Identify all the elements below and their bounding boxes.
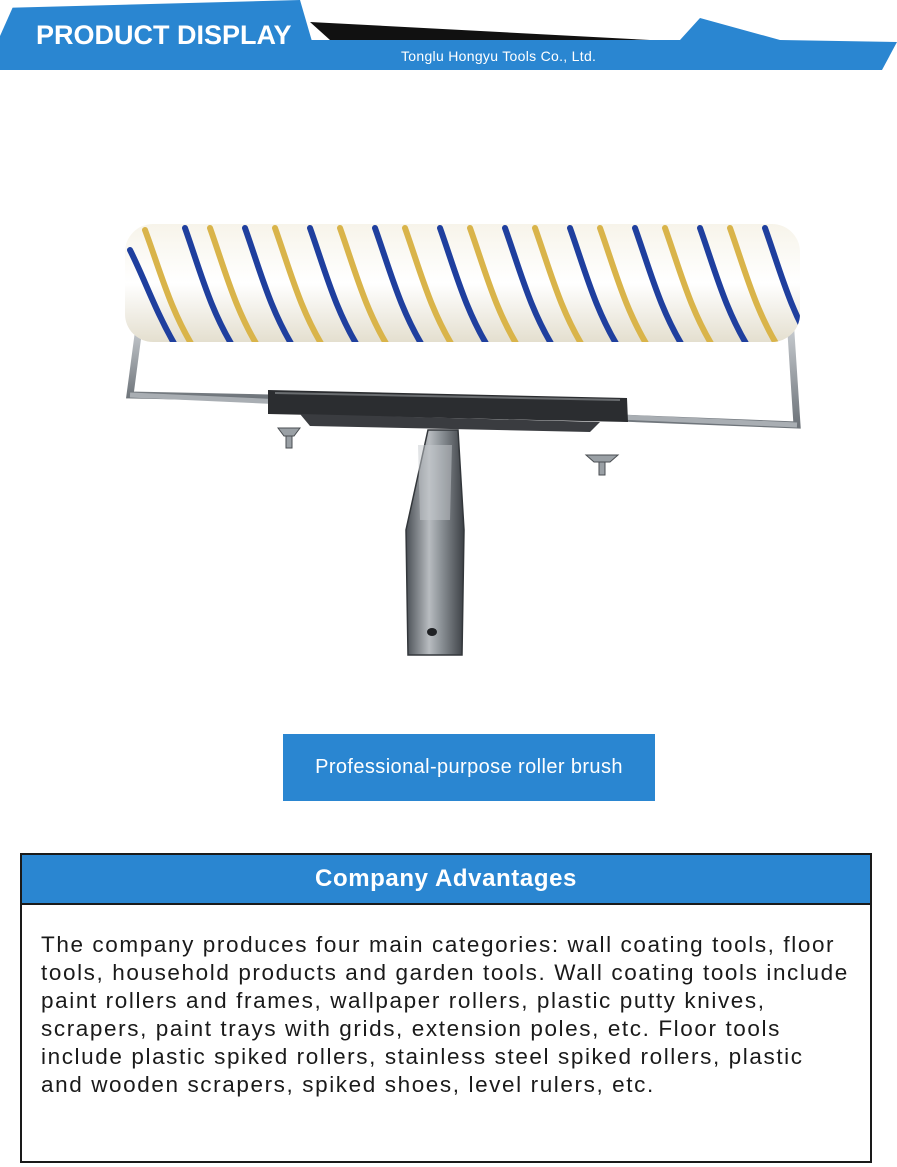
page-title: PRODUCT DISPLAY: [36, 20, 292, 50]
paint-roller-icon: [100, 200, 840, 670]
advantages-title: Company Advantages: [315, 865, 577, 892]
header-banner: [0, 0, 897, 72]
company-name: Tonglu Hongyu Tools Co., Ltd.: [401, 48, 597, 64]
advantages-body: The company produces four main categories: wall coating tools, floor tools, household products and garden tools. Wall coating tools include paint rollers and frames, wallpaper rollers, plastic putty knives, scrapers, paint trays with grids, extension poles, etc. Floor tools include plastic spiked rollers, stainless steel spiked rollers, plastic and wooden scrapers, spiked shoes, level rulers, etc.: [41, 932, 849, 1097]
product-caption: [283, 734, 655, 801]
advantages-panel: [20, 853, 872, 1163]
advantages-header: [22, 855, 870, 905]
caption-text: Professional-purpose roller brush: [315, 756, 623, 778]
